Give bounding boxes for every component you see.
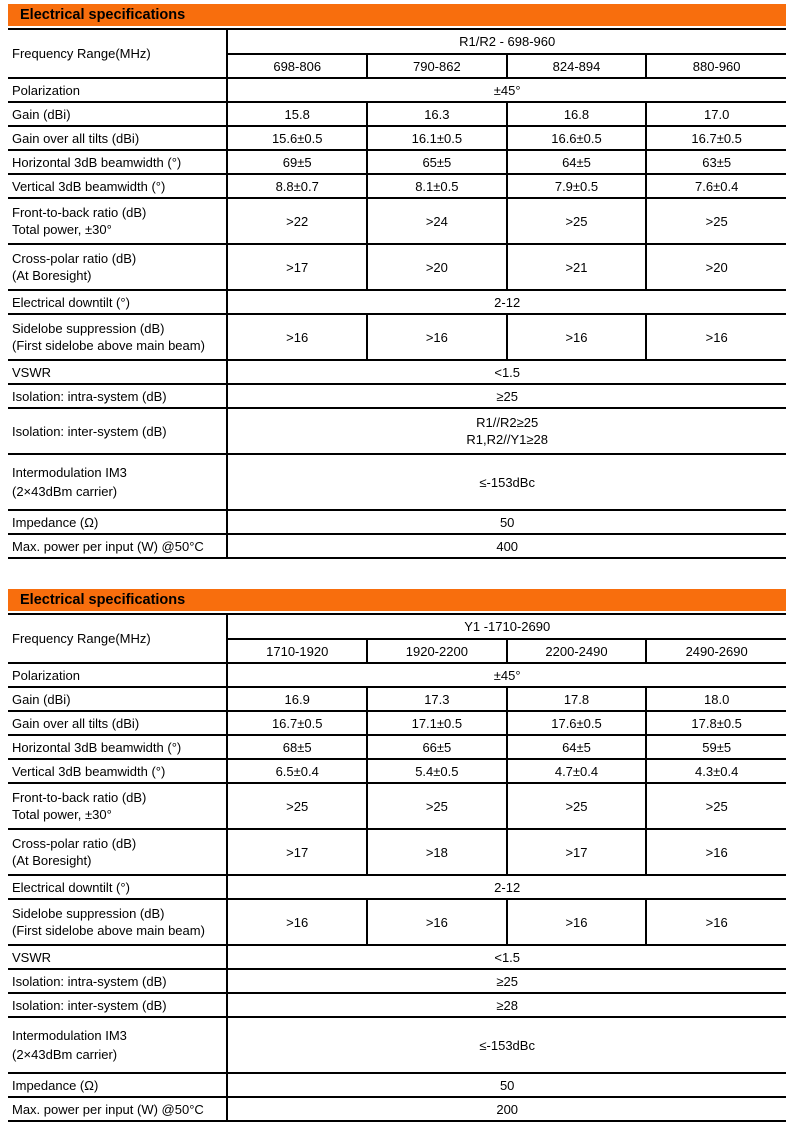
spec-row (8, 993, 786, 1017)
row-label-line: Max. power per input (W) @50°C (12, 1101, 204, 1117)
cell-value: 18.0 (646, 687, 786, 711)
cell-value: >17 (507, 829, 647, 875)
row-label (8, 945, 227, 969)
cell-value: >21 (507, 244, 647, 290)
row-label: Frequency Range(MHz) (8, 29, 227, 78)
cell-value: 65±5 (367, 150, 507, 174)
row-label (8, 1097, 227, 1121)
row-label (8, 687, 227, 711)
cell-value-span (227, 875, 786, 899)
cell-value: >16 (646, 829, 786, 875)
spec-row (8, 945, 786, 969)
band-header: 1920-2200 (367, 639, 507, 663)
cell-value: 17.1±0.5 (367, 711, 507, 735)
row-label (8, 1073, 227, 1097)
cell-value-span (227, 384, 786, 408)
cell-value-span (227, 945, 786, 969)
cell-value-line: R1//R2≥25 (476, 415, 539, 430)
band-header: 880-960 (646, 54, 786, 78)
row-label-line: Horizontal 3dB beamwidth (°) (12, 739, 182, 755)
cell-value: >25 (227, 783, 367, 829)
band-header: 824-894 (507, 54, 647, 78)
row-label (8, 759, 227, 783)
spec-row (8, 244, 786, 290)
spec-row (8, 126, 786, 150)
cell-value: >16 (646, 899, 786, 945)
spec-row (8, 687, 786, 711)
band-header: 2490-2690 (646, 639, 786, 663)
row-label (8, 360, 227, 384)
row-label (8, 78, 227, 102)
frequency-header-row (8, 614, 786, 639)
row-label (8, 993, 227, 1017)
cell-value-span (227, 290, 786, 314)
spec-row (8, 899, 786, 945)
spec-row (8, 102, 786, 126)
row-label-line: Impedance (Ω) (12, 514, 99, 530)
cell-value-span (227, 1017, 786, 1073)
cell-value-line: <1.5 (494, 949, 521, 965)
row-label (8, 384, 227, 408)
spec-row (8, 1017, 786, 1073)
cell-value: 16.8 (507, 102, 647, 126)
row-label: Frequency Range(MHz) (8, 614, 227, 663)
row-label-line: (At Boresight) (12, 268, 92, 283)
row-label-line: Horizontal 3dB beamwidth (°) (12, 154, 182, 170)
cell-value-line: 50 (499, 1077, 515, 1093)
cell-value-line: 2-12 (494, 879, 521, 895)
cell-value-line: ≥25 (496, 973, 518, 989)
cell-value: 64±5 (507, 735, 647, 759)
cell-value: 16.9 (227, 687, 367, 711)
cell-value: 17.8 (507, 687, 647, 711)
section-title: Electrical specifications (20, 592, 186, 608)
cell-value: 69±5 (227, 150, 367, 174)
cell-value: >16 (367, 899, 507, 945)
cell-value: 16.1±0.5 (367, 126, 507, 150)
cell-value: >16 (227, 899, 367, 945)
cell-value-span (227, 454, 786, 510)
row-label (8, 899, 227, 945)
section-header-bar (8, 4, 786, 26)
row-label-line: (2×43dBm carrier) (12, 484, 118, 499)
row-label (8, 534, 227, 558)
cell-value: 17.6±0.5 (507, 711, 647, 735)
row-label-line: Isolation: inter-system (dB) (12, 997, 167, 1013)
row-label (8, 663, 227, 687)
cell-value: >17 (227, 829, 367, 875)
cell-value: >16 (507, 314, 647, 360)
row-label (8, 290, 227, 314)
row-label (8, 711, 227, 735)
spec-row (8, 969, 786, 993)
section-header-bar (8, 589, 786, 611)
spec-row (8, 783, 786, 829)
spec-row (8, 663, 786, 687)
row-label-line: Cross-polar ratio (dB) (12, 251, 137, 266)
spec-row (8, 735, 786, 759)
spec-row (8, 1097, 786, 1121)
cell-value-span (227, 510, 786, 534)
row-label-line: Total power, ±30° (12, 222, 112, 237)
spec-table-body (8, 29, 786, 558)
row-label-line: Front-to-back ratio (dB) (12, 205, 147, 220)
cell-value-line: ±45° (493, 82, 521, 98)
cell-value: 17.0 (646, 102, 786, 126)
row-label (8, 126, 227, 150)
row-label (8, 314, 227, 360)
row-label (8, 510, 227, 534)
row-label (8, 1017, 227, 1073)
cell-value-line: ±45° (493, 667, 521, 683)
cell-value: >18 (367, 829, 507, 875)
cell-value: 5.4±0.5 (367, 759, 507, 783)
cell-value-span (227, 969, 786, 993)
cell-value: >25 (507, 783, 647, 829)
cell-value: >16 (227, 314, 367, 360)
spec-row (8, 150, 786, 174)
spec-row (8, 510, 786, 534)
row-label-line: Intermodulation IM3 (12, 465, 127, 480)
row-label-line: Vertical 3dB beamwidth (°) (12, 178, 166, 194)
cell-value: 4.3±0.4 (646, 759, 786, 783)
cell-value: >25 (507, 198, 647, 244)
cell-value: 4.7±0.4 (507, 759, 647, 783)
cell-value: >16 (507, 899, 647, 945)
cell-value: >16 (646, 314, 786, 360)
row-label (8, 829, 227, 875)
row-label (8, 454, 227, 510)
cell-value: >25 (646, 783, 786, 829)
cell-value-span (227, 360, 786, 384)
row-label (8, 198, 227, 244)
cell-value-line: ≥25 (496, 388, 518, 404)
row-label (8, 244, 227, 290)
row-label-line: (At Boresight) (12, 853, 92, 868)
cell-value: >25 (646, 198, 786, 244)
spec-row (8, 174, 786, 198)
cell-value: 59±5 (646, 735, 786, 759)
spec-table (8, 28, 786, 559)
electrical-specs-section-2 (8, 589, 786, 1122)
spec-row (8, 198, 786, 244)
row-label-line: (First sidelobe above main beam) (12, 338, 205, 353)
row-label-line: Impedance (Ω) (12, 1077, 99, 1093)
spec-row (8, 454, 786, 510)
frequency-group: R1/R2 - 698-960 (227, 29, 786, 54)
cell-value-span (227, 534, 786, 558)
spec-row (8, 759, 786, 783)
row-label-line: VSWR (12, 364, 51, 380)
row-label-line: Gain over all tilts (dBi) (12, 130, 140, 146)
cell-value-line: ≤-153dBc (479, 474, 535, 490)
spec-row (8, 384, 786, 408)
cell-value: 17.3 (367, 687, 507, 711)
cell-value: 7.6±0.4 (646, 174, 786, 198)
row-label-line: Gain (dBi) (12, 691, 71, 707)
cell-value: >25 (367, 783, 507, 829)
cell-value-line: 400 (496, 538, 519, 554)
row-label-line: Isolation: inter-system (dB) (12, 423, 167, 439)
row-label-line: Sidelobe suppression (dB) (12, 321, 165, 336)
row-label (8, 783, 227, 829)
cell-value: 15.8 (227, 102, 367, 126)
cell-value: 16.7±0.5 (646, 126, 786, 150)
cell-value-span (227, 993, 786, 1017)
row-label-line: Max. power per input (W) @50°C (12, 538, 204, 554)
cell-value-line: <1.5 (494, 364, 521, 380)
cell-value: >22 (227, 198, 367, 244)
row-label-line: (First sidelobe above main beam) (12, 923, 205, 938)
electrical-specs-section-1 (8, 4, 786, 559)
spec-row (8, 534, 786, 558)
cell-value: 16.3 (367, 102, 507, 126)
cell-value: 8.8±0.7 (227, 174, 367, 198)
cell-value: >17 (227, 244, 367, 290)
spec-row (8, 290, 786, 314)
cell-value: 16.7±0.5 (227, 711, 367, 735)
cell-value: 16.6±0.5 (507, 126, 647, 150)
cell-value-span (227, 1073, 786, 1097)
row-label (8, 969, 227, 993)
spec-row (8, 1073, 786, 1097)
band-header: 790-862 (367, 54, 507, 78)
spec-row (8, 408, 786, 454)
row-label-line: VSWR (12, 949, 51, 965)
spec-row (8, 78, 786, 102)
frequency-header-row (8, 29, 786, 54)
row-label-line: Gain over all tilts (dBi) (12, 715, 140, 731)
row-label-line: (2×43dBm carrier) (12, 1047, 118, 1062)
row-label-line: Sidelobe suppression (dB) (12, 906, 165, 921)
cell-value-line: 2-12 (494, 294, 521, 310)
row-label (8, 875, 227, 899)
cell-value: 68±5 (227, 735, 367, 759)
spec-row (8, 314, 786, 360)
cell-value: 6.5±0.4 (227, 759, 367, 783)
cell-value: 15.6±0.5 (227, 126, 367, 150)
cell-value-span (227, 1097, 786, 1121)
spec-row (8, 875, 786, 899)
cell-value: >20 (367, 244, 507, 290)
cell-value-line: 50 (499, 514, 515, 530)
row-label-line: Intermodulation IM3 (12, 1028, 127, 1043)
row-label-line: Electrical downtilt (°) (12, 294, 130, 310)
row-label (8, 408, 227, 454)
spec-table-body (8, 614, 786, 1121)
cell-value-line: 200 (496, 1101, 519, 1117)
row-label-line: Cross-polar ratio (dB) (12, 836, 137, 851)
cell-value-span (227, 78, 786, 102)
row-label-line: Polarization (12, 667, 80, 683)
cell-value: >20 (646, 244, 786, 290)
cell-value: 7.9±0.5 (507, 174, 647, 198)
spec-row (8, 360, 786, 384)
cell-value-span (227, 663, 786, 687)
row-label (8, 735, 227, 759)
cell-value-line: ≤-153dBc (479, 1037, 535, 1053)
row-label (8, 174, 227, 198)
row-label-line: Electrical downtilt (°) (12, 879, 130, 895)
row-label-line: Polarization (12, 82, 80, 98)
spec-row (8, 711, 786, 735)
cell-value-line: R1,R2//Y1≥28 (466, 432, 548, 447)
cell-value: >16 (367, 314, 507, 360)
frequency-group: Y1 -1710-2690 (227, 614, 786, 639)
cell-value-line: ≥28 (496, 997, 518, 1013)
spec-row (8, 829, 786, 875)
cell-value: 8.1±0.5 (367, 174, 507, 198)
cell-value: 17.8±0.5 (646, 711, 786, 735)
cell-value: 63±5 (646, 150, 786, 174)
cell-value: 64±5 (507, 150, 647, 174)
spec-table (8, 613, 786, 1122)
band-header: 2200-2490 (507, 639, 647, 663)
row-label-line: Gain (dBi) (12, 106, 71, 122)
row-label-line: Isolation: intra-system (dB) (12, 973, 167, 989)
cell-value: >24 (367, 198, 507, 244)
row-label (8, 102, 227, 126)
section-title: Electrical specifications (20, 7, 186, 23)
cell-value: 66±5 (367, 735, 507, 759)
band-header: 1710-1920 (227, 639, 367, 663)
row-label-line: Total power, ±30° (12, 807, 112, 822)
row-label (8, 150, 227, 174)
cell-value-span (227, 408, 786, 454)
band-header: 698-806 (227, 54, 367, 78)
row-label-line: Isolation: intra-system (dB) (12, 388, 167, 404)
row-label-line: Vertical 3dB beamwidth (°) (12, 763, 166, 779)
row-label-line: Front-to-back ratio (dB) (12, 790, 147, 805)
